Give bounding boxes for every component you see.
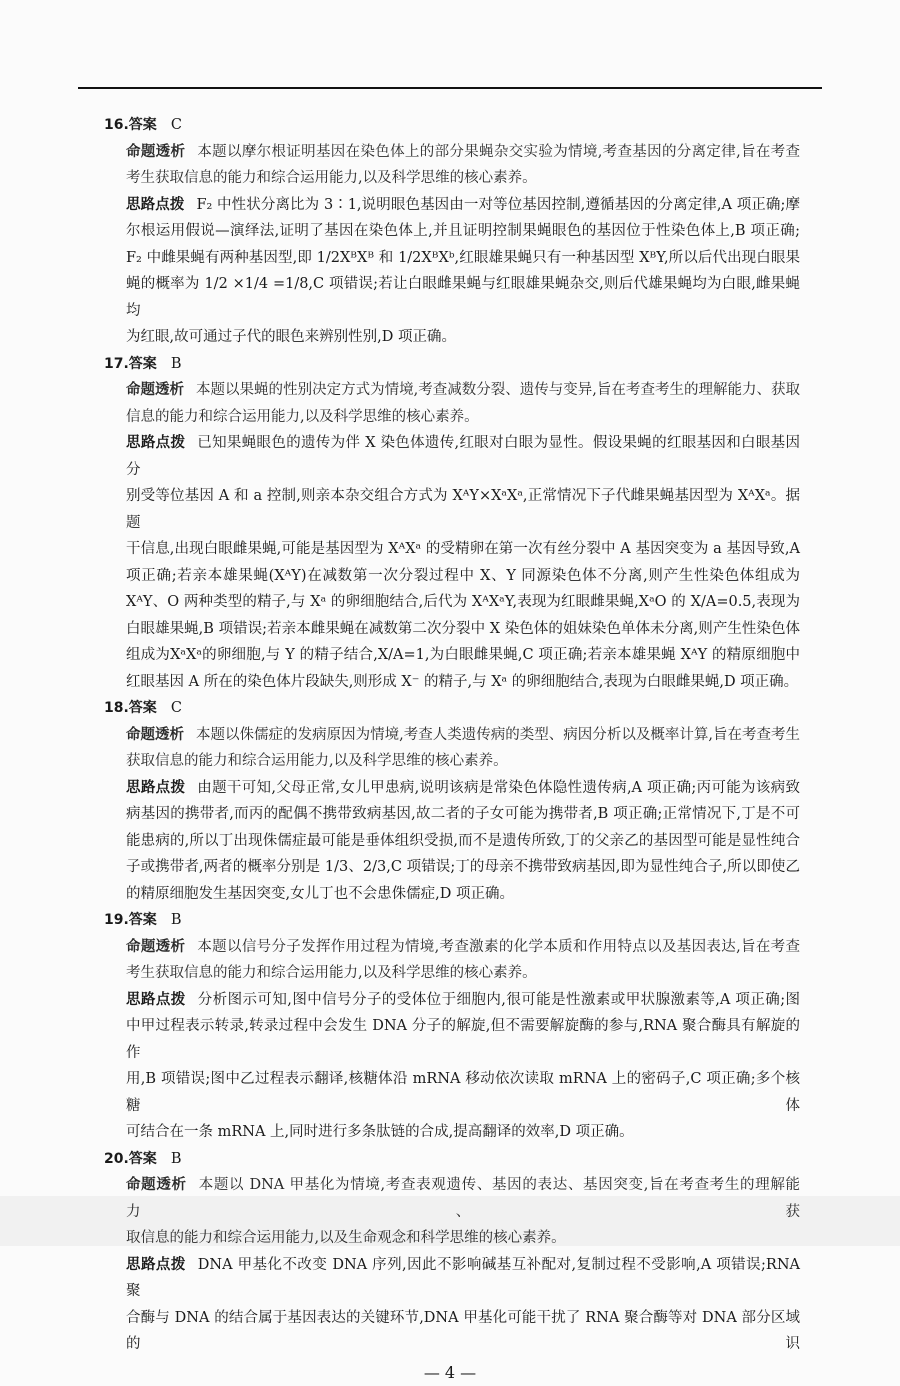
reasoning-line bbox=[126, 1013, 800, 1066]
analysis-line bbox=[126, 722, 800, 749]
line-text: 组成为XᵃXᵃ的卵细胞,与 Y 的精子结合,X/A=1,为白眼雌果蝇,C 项正确;若亲本雄果蝇 XᴬY 的精原细胞中 bbox=[126, 647, 800, 663]
analysis-line bbox=[126, 1172, 800, 1225]
reasoning-line bbox=[126, 881, 800, 908]
reasoning-line bbox=[126, 828, 800, 855]
analysis-label: 命题透析 bbox=[126, 382, 185, 398]
line-text: 由题干可知,父母正常,女儿甲患病,说明该病是常染色体隐性遗传病,A 项正确;丙可能为该病致 bbox=[197, 779, 801, 796]
reasoning-line bbox=[126, 324, 800, 351]
line-text: 的精原细胞发生基因突变,女儿丁也不会患侏儒症,D 项正确。 bbox=[126, 885, 514, 902]
line-text: 合酶与 DNA 的结合属于基因表达的关键环节,DNA 甲基化可能干扰了 RNA 聚合酶等对 DNA 部分区域的识 bbox=[126, 1309, 800, 1352]
line-text: 本题以摩尔根证明基因在染色体上的部分果蝇杂交实验为情境,考查基因的分离定律,旨在考查 bbox=[197, 143, 801, 160]
answer-header bbox=[104, 112, 800, 139]
analysis-line bbox=[126, 139, 800, 166]
page-number: — 4 — bbox=[423, 1362, 477, 1382]
reasoning-line bbox=[126, 775, 800, 802]
answer-value: B bbox=[170, 912, 182, 928]
analysis-label: 命题透析 bbox=[126, 726, 185, 743]
line-text: 为红眼,故可通过子代的眼色来辨别性别,D 项正确。 bbox=[126, 329, 456, 345]
reasoning-label: 思路点拨 bbox=[126, 435, 186, 451]
analysis-line bbox=[126, 960, 800, 987]
answer-value: C bbox=[170, 117, 182, 133]
answer-header bbox=[104, 1146, 800, 1173]
line-text: 本题以侏儒症的发病原因为情境,考查人类遗传病的类型、病因分析以及概率计算,旨在考查考生 bbox=[196, 726, 801, 743]
reasoning-line bbox=[126, 589, 800, 616]
reasoning-line bbox=[126, 1066, 800, 1119]
explanation-list bbox=[104, 112, 800, 1358]
question-explanation bbox=[104, 112, 800, 351]
line-text: F₂ 中雌果蝇有两种基因型,即 1/2XᴮXᴮ 和 1/2XᴮXᵇ,红眼雄果蝇只有一种基因型 XᴮY,所以后代出现白眼果 bbox=[126, 249, 800, 266]
line-text: 可结合在一条 mRNA 上,同时进行多条肽链的合成,提高翻译的效率,D 项正确。 bbox=[126, 1124, 634, 1140]
line-text: 分析图示可知,图中信号分子的受体位于细胞内,很可能是性激素或甲状腺激素等,A 项正确;图 bbox=[197, 991, 801, 1008]
question-number: 20.答案 bbox=[104, 1150, 157, 1167]
line-text: 本题以 DNA 甲基化为情境,考查表观遗传、基因的表达、基因突变,旨在考查考生的理解能力、获 bbox=[126, 1177, 801, 1220]
line-text: 项正确;若亲本雄果蝇(XᴬY)在减数第一次分裂过程中 X、Y 同源染色体不分离,则产生性染色体组成为 bbox=[126, 567, 800, 584]
answer-header bbox=[104, 351, 800, 378]
question-number: 19.答案 bbox=[104, 912, 157, 928]
line-text: 获取信息的能力和综合运用能力,以及科学思维的核心素养。 bbox=[126, 753, 508, 769]
analysis-line bbox=[126, 934, 800, 961]
reasoning-line bbox=[126, 616, 800, 643]
answer-explanations bbox=[104, 112, 800, 1386]
question-explanation bbox=[104, 695, 800, 907]
answer-value: B bbox=[170, 355, 182, 372]
line-text: 能患病的,所以丁出现侏儒症最可能是垂体组织受损,而不是遗传所致,丁的父亲乙的基因型可能是显性纯合 bbox=[126, 832, 800, 849]
analysis-line bbox=[126, 1225, 800, 1252]
line-text: 别受等位基因 A 和 a 控制,则亲本杂交组合方式为 XᴬY×XᵃXᵃ,正常情况下子代雌果蝇基因型为 XᴬXᵃ。据题 bbox=[126, 488, 800, 531]
reasoning-line bbox=[126, 854, 800, 881]
reasoning-line bbox=[126, 430, 800, 483]
question-number: 18.答案 bbox=[104, 700, 157, 716]
line-text: 子或携带者,两者的概率分别是 1/3、2/3,C 项错误;丁的母亲不携带致病基因,即为显性纯合子,所以即使乙 bbox=[126, 859, 800, 875]
line-text: 本题以果蝇的性别决定方式为情境,考查减数分裂、遗传与变异,旨在考查考生的理解能力、获取 bbox=[196, 382, 801, 398]
reasoning-line bbox=[126, 563, 800, 590]
reasoning-line bbox=[126, 642, 800, 669]
reasoning-label: 思路点拨 bbox=[126, 991, 186, 1008]
line-text: F₂ 中性状分离比为 3∶1,说明眼色基因由一对等位基因控制,遵循基因的分离定律,A 项正确;摩 bbox=[196, 196, 801, 213]
analysis-label: 命题透析 bbox=[126, 143, 186, 160]
line-text: 蝇的概率为 1/2 ×1/4 =1/8,C 项错误;若让白眼雌果蝇与红眼雄果蝇杂交,则后代雄果蝇均为白眼,雌果蝇均 bbox=[126, 276, 800, 319]
line-text: 干信息,出现白眼雌果蝇,可能是基因型为 XᴬXᵃ 的受精卵在第一次有丝分裂中 A 基因突变为 a 基因导致,A bbox=[126, 541, 800, 557]
line-text: 用,B 项错误;图中乙过程表示翻译,核糖体沿 mRNA 移动依次读取 mRNA 上的密码子,C 项正确;多个核糖体 bbox=[126, 1071, 800, 1114]
reasoning-line bbox=[126, 987, 800, 1014]
reasoning-line bbox=[126, 192, 800, 219]
line-text: DNA 甲基化不改变 DNA 序列,因此不影响碱基互补配对,复制过程不受影响,A 项错误;RNA 聚 bbox=[126, 1256, 801, 1299]
analysis-line bbox=[126, 404, 800, 431]
reasoning-line bbox=[126, 1305, 800, 1358]
answer-value: B bbox=[170, 1150, 182, 1167]
line-text: 考生获取信息的能力和综合运用能力,以及科学思维的核心素养。 bbox=[126, 965, 537, 981]
question-number: 17.答案 bbox=[104, 355, 157, 372]
line-text: 白眼雄果蝇,B 项错误;若亲本雌果蝇在减数第二次分裂中 X 染色体的姐妹染色单体未分离,则产生性染色体 bbox=[126, 620, 800, 637]
reasoning-line bbox=[126, 483, 800, 536]
line-text: 取信息的能力和综合运用能力,以及生命观念和科学思维的核心素养。 bbox=[126, 1230, 566, 1246]
question-number: 16.答案 bbox=[104, 117, 157, 133]
reasoning-line bbox=[126, 218, 800, 245]
analysis-label: 命题透析 bbox=[126, 938, 186, 955]
line-text: 中甲过程表示转录,转录过程中会发生 DNA 分子的解旋,但不需要解旋酶的参与,RNA 聚合酶具有解旋的作 bbox=[126, 1018, 800, 1061]
reasoning-label: 思路点拨 bbox=[126, 1256, 186, 1273]
reasoning-line bbox=[126, 669, 800, 696]
line-text: 尔根运用假说—演绎法,证明了基因在染色体上,并且证明控制果蝇眼色的基因位于性染色体上,B 项正确; bbox=[126, 223, 800, 239]
answer-header bbox=[104, 907, 800, 934]
answer-value: C bbox=[170, 700, 182, 716]
question-explanation bbox=[104, 907, 800, 1146]
header-rule bbox=[78, 87, 822, 89]
analysis-line bbox=[126, 377, 800, 404]
reasoning-line bbox=[126, 245, 800, 272]
reasoning-line bbox=[126, 271, 800, 324]
line-text: 本题以信号分子发挥作用过程为情境,考查激素的化学本质和作用特点以及基因表达,旨在考查 bbox=[197, 938, 801, 955]
line-text: 病基因的携带者,而丙的配偶不携带致病基因,故二者的子女可能为携带者,B 项正确;正常情况下,丁是不可 bbox=[126, 806, 800, 822]
reasoning-line bbox=[126, 1252, 800, 1305]
reasoning-label: 思路点拨 bbox=[126, 196, 185, 213]
reasoning-line bbox=[126, 1119, 800, 1146]
line-text: 红眼基因 A 所在的染色体片段缺失,则形成 X⁻ 的精子,与 Xᵃ 的卵细胞结合,表现为白眼雌果蝇,D 项正确。 bbox=[126, 673, 799, 690]
answer-header bbox=[104, 695, 800, 722]
analysis-line bbox=[126, 165, 800, 192]
reasoning-line bbox=[126, 536, 800, 563]
line-text: 已知果蝇眼色的遗传为伴 X 染色体遗传,红眼对白眼为显性。假设果蝇的红眼基因和白眼基因分 bbox=[126, 435, 800, 478]
question-explanation bbox=[104, 1146, 800, 1358]
reasoning-line bbox=[126, 801, 800, 828]
line-text: XᴬY、O 两种类型的精子,与 Xᵃ 的卵细胞结合,后代为 XᴬXᵃY,表现为红眼雌果蝇,XᵃO 的 X/A=0.5,表现为 bbox=[126, 594, 800, 610]
analysis-line bbox=[126, 748, 800, 775]
analysis-label: 命题透析 bbox=[126, 1177, 187, 1193]
reasoning-label: 思路点拨 bbox=[126, 779, 186, 796]
question-explanation bbox=[104, 351, 800, 696]
line-text: 考生获取信息的能力和综合运用能力,以及科学思维的核心素养。 bbox=[126, 170, 537, 186]
line-text: 信息的能力和综合运用能力,以及科学思维的核心素养。 bbox=[126, 408, 479, 425]
